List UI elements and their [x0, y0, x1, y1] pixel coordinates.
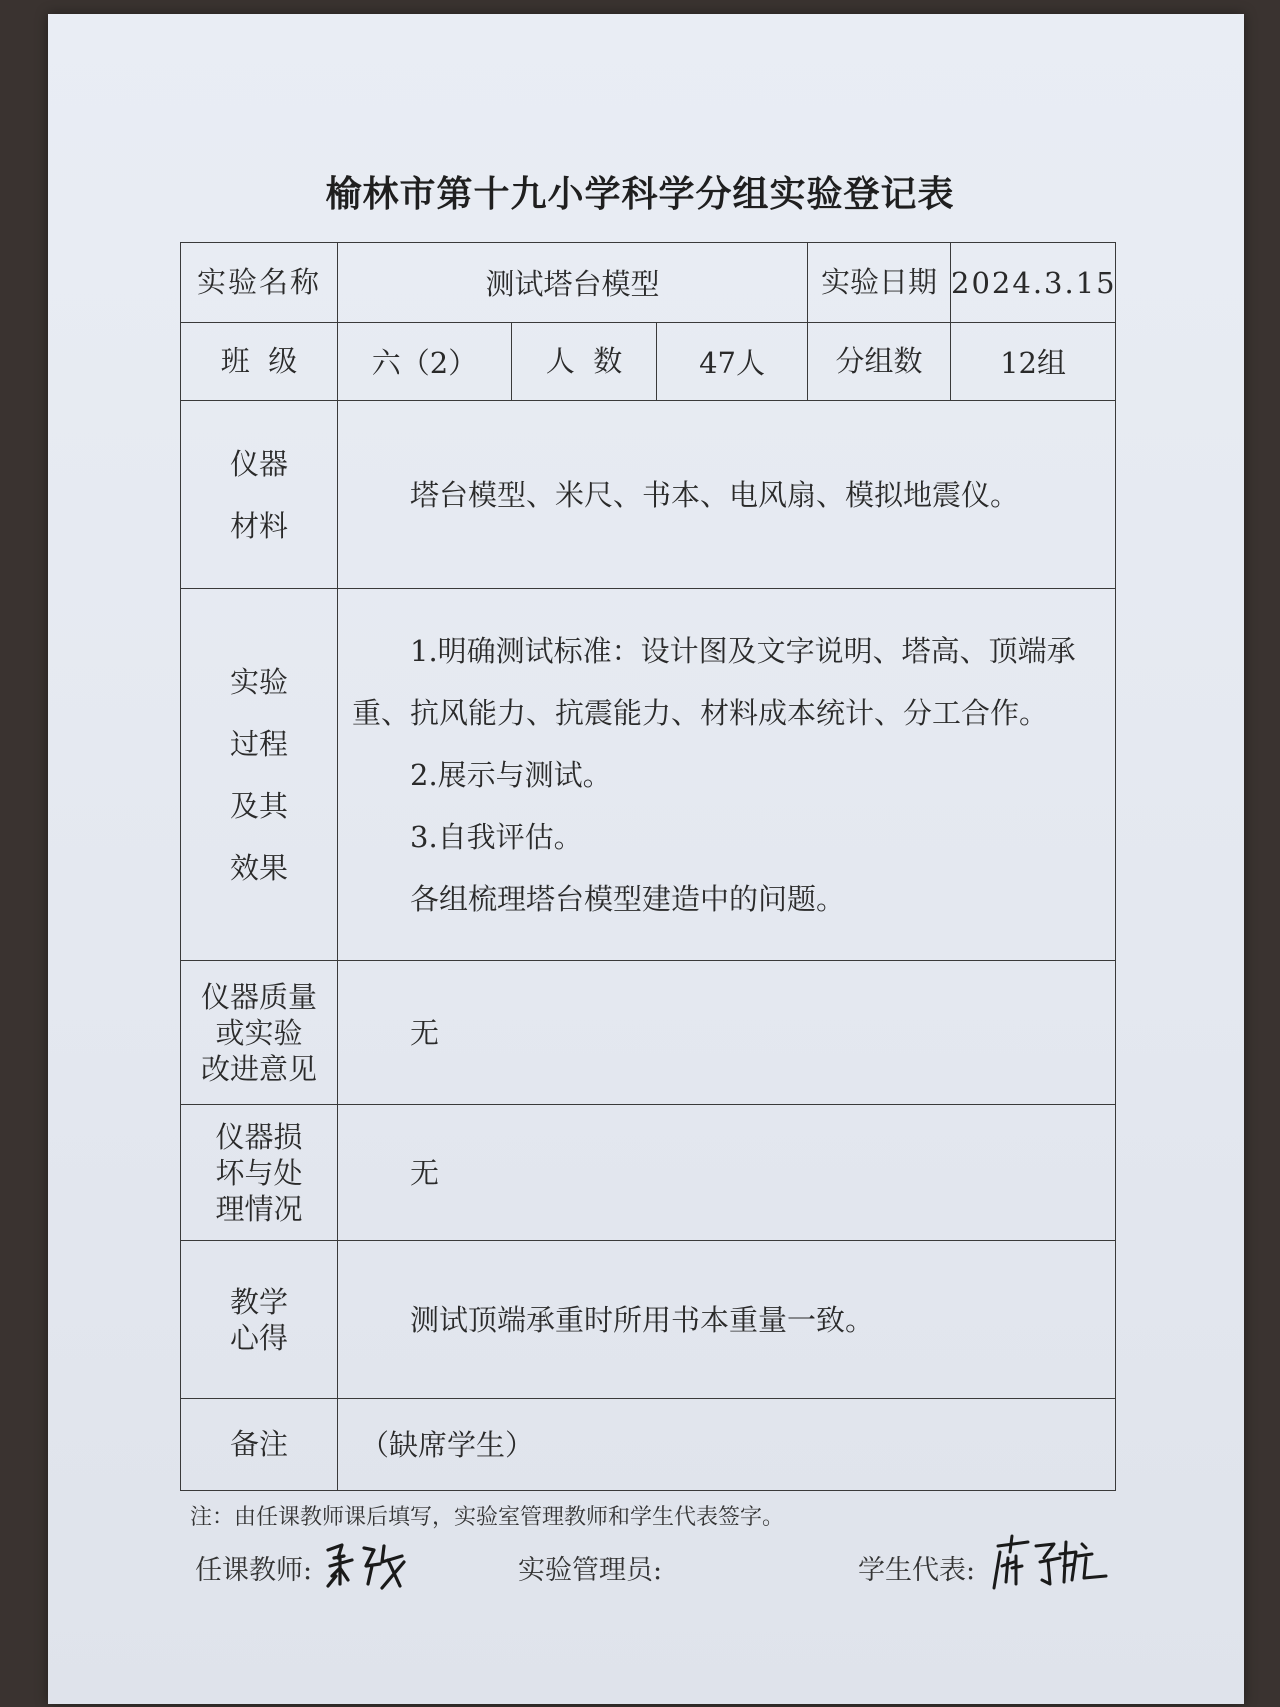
quality-label-line-1: 仪器质量 — [200, 979, 317, 1014]
quality-label-line-3: 改进意见 — [200, 1051, 317, 1086]
row-reflection — [181, 1241, 1116, 1399]
reflection-value: 测试顶端承重时所用书本重量一致。 — [338, 1241, 1116, 1399]
damage-value: 无 — [338, 1105, 1116, 1241]
reflection-label-line-1: 教学 — [229, 1284, 288, 1319]
class-label: 班 级 — [181, 323, 338, 401]
row-process — [181, 589, 1116, 961]
process-label-line-3: 及其 — [229, 788, 288, 823]
experiment-name-label: 实验名称 — [181, 243, 338, 323]
remarks-label: 备注 — [181, 1399, 338, 1491]
damage-label-line-1: 仪器损 — [215, 1119, 303, 1154]
experiment-date-value: 2024.3.15 — [951, 243, 1116, 323]
row-experiment-name — [181, 243, 1116, 323]
damage-label-line-2: 坏与处 — [215, 1155, 303, 1190]
footnote: 注：由任课教师课后填写，实验室管理教师和学生代表签字。 — [190, 1505, 785, 1530]
reflection-label-line-2: 心得 — [229, 1320, 288, 1355]
materials-value: 塔台模型、米尺、书本、电风扇、模拟地震仪。 — [338, 401, 1116, 589]
quality-value: 无 — [338, 961, 1116, 1105]
quality-label-line-2: 或实验 — [215, 1015, 303, 1050]
process-label-line-4: 效果 — [229, 850, 288, 885]
row-quality — [181, 961, 1116, 1105]
reflection-label — [181, 1241, 338, 1399]
damage-label — [181, 1105, 338, 1241]
damage-label-line-3: 理情况 — [215, 1191, 303, 1226]
process-step-4: 各组梳理塔台模型建造中的问题。 — [410, 881, 846, 916]
process-step-1: 1.明确测试标准：设计图及文字说明、塔高、顶端承重、抗风能力、抗震能力、材料成本统计、分工合作。 — [352, 633, 1076, 730]
row-remarks — [181, 1399, 1116, 1491]
process-step-3: 3.自我评估。 — [410, 819, 583, 854]
remarks-value: （缺席学生） — [338, 1399, 1116, 1491]
experiment-name-value: 测试塔台模型 — [338, 243, 808, 323]
process-label-line-2: 过程 — [229, 726, 288, 761]
row-class-info — [181, 323, 1116, 401]
groups-value: 12组 — [951, 323, 1116, 401]
materials-label-line-1: 仪器 — [229, 446, 288, 481]
people-value: 47人 — [657, 323, 808, 401]
process-label — [181, 589, 338, 961]
materials-label — [181, 401, 338, 589]
teacher-signature-label: 任课教师: — [195, 1555, 313, 1586]
student-signature-label: 学生代表: — [858, 1555, 976, 1586]
student-signature — [988, 1532, 1110, 1594]
experiment-date-label: 实验日期 — [808, 243, 951, 323]
quality-label — [181, 961, 338, 1105]
process-content — [338, 589, 1116, 961]
process-step-2: 2.展示与测试。 — [410, 757, 612, 792]
teacher-signature — [322, 1536, 408, 1592]
row-damage — [181, 1105, 1116, 1241]
people-label: 人 数 — [512, 323, 657, 401]
materials-label-line-2: 材料 — [229, 508, 288, 543]
lab-admin-signature-label: 实验管理员: — [518, 1555, 663, 1586]
registration-form — [180, 242, 1116, 1491]
row-materials — [181, 401, 1116, 589]
class-value: 六（2） — [338, 323, 512, 401]
page-title: 榆林市第十九小学科学分组实验登记表 — [325, 174, 955, 215]
process-label-line-1: 实验 — [229, 664, 288, 699]
groups-label: 分组数 — [808, 323, 951, 401]
